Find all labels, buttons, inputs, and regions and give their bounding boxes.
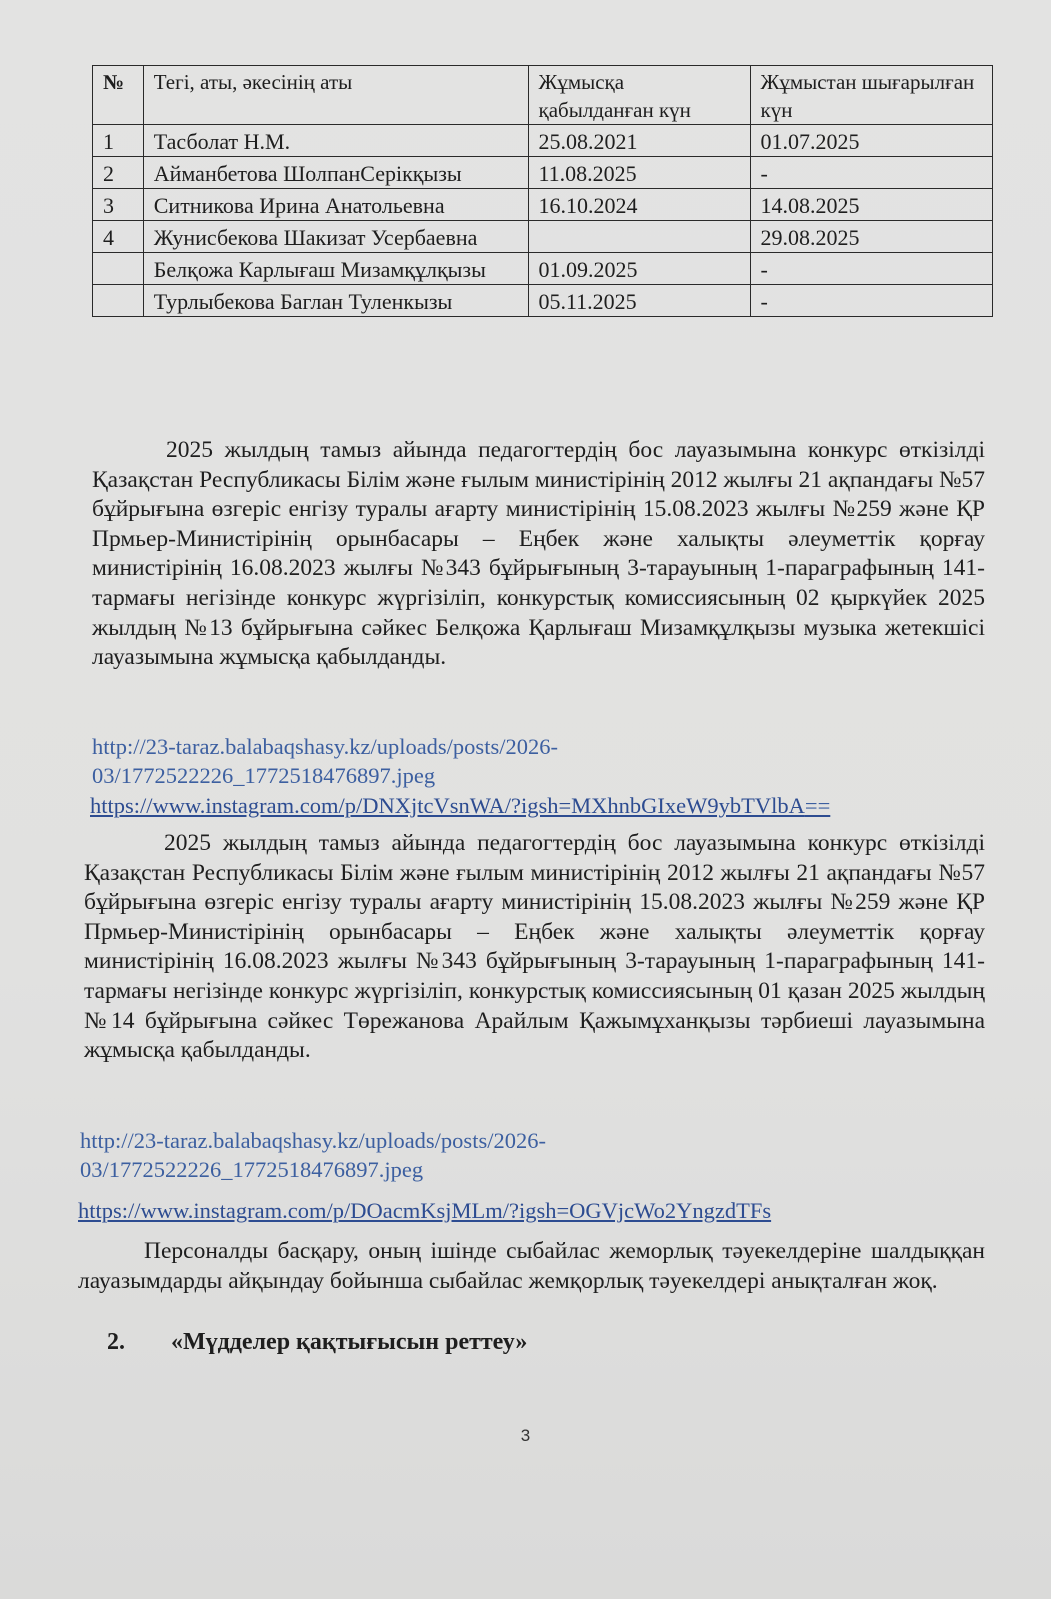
cell-name: Жунисбекова Шакизат Усербаевна [143,221,528,253]
cell-hire-date [528,221,750,253]
cell-name: Белқожа Карлығаш Мизамқұлқызы [143,253,528,285]
header-number: № [93,66,144,125]
instagram-link-1[interactable] [90,791,830,820]
section-title: «Мүдделер қақтығысын реттеу» [171,1329,528,1355]
cell-number [93,285,144,317]
site-link-1-line2[interactable]: 03/1772522226_1772518476897.jpeg [92,763,436,788]
paragraph-corruption-risks: Персоналды басқару, оның ішінде сыбайлас жеморлық тәуекелдеріне шалдыққан лауазымдарды айқындау бойынша сыбайлас жемқорлық тәуекелдері анықталған жоқ. [78,1238,985,1294]
cell-number [93,253,144,285]
table-header-row [93,66,993,125]
cell-hire-date: 16.10.2024 [528,189,750,221]
section-heading [107,1329,527,1356]
cell-name: Ситникова Ирина Анатольевна [143,189,528,221]
cell-name: Тасболат Н.М. [143,125,528,157]
cell-dismissal-date: - [750,157,993,189]
staff-table [92,65,993,317]
cell-number: 4 [93,221,144,253]
site-link-1-line1[interactable]: http://23-taraz.balabaqshasy.kz/uploads/posts/2026- [92,734,558,759]
instagram-link-1-url[interactable]: https://www.instagram.com/p/DNXjtcVsnWA/?igsh=MXhnbGIxeW9ybTVlbA [90,793,805,818]
instagram-link-2[interactable]: https://www.instagram.com/p/DOacmKsjMLm/?igsh=OGVjcWo2YngzdTFs [78,1198,772,1223]
table-row [93,253,993,285]
table-row [93,221,993,253]
cell-dismissal-date: - [750,253,993,285]
cell-number: 3 [93,189,144,221]
cell-hire-date: 01.09.2025 [528,253,750,285]
paragraph-hiring-music-director: 2025 жылдың тамыз айында педагогтердің бос лауазымына конкурс өткізілді Қазақстан Республикасы Білім және ғылым министірінің 2012 жылғы 21 ақпандағы №57 бұйрығына өзгеріс енгізу туралы ағарту министірінің 15.08.2023 жылғы №259 және ҚР Прмьер-Министірінің орынбасары – Еңбек және халықты әлеуметтік қорғау министірінің 16.08.2023 жылғы №343 бұйрығының 3-тарауының 1-параграфының 141-тармағы негізінде конкурс жүргізіліп, конкурстық комиссиясының 02 қыркүйек 2025 жылдың №13 бұйрығына сәйкес Белқожа Қарлығаш Мизамқұлқызы музыка жетекшісі лауазымына жұмысқа қабылданды. [92,437,985,671]
cell-number: 2 [93,157,144,189]
page-number: 3 [520,1426,531,1445]
cell-dismissal-date: 01.07.2025 [750,125,993,157]
cell-dismissal-date: - [750,285,993,317]
cell-hire-date: 11.08.2025 [528,157,750,189]
cell-name: Айманбетова ШолпанСерікқызы [143,157,528,189]
table-row [93,189,993,221]
header-full-name: Тегі, аты, әкесінің аты [143,66,528,125]
cell-dismissal-date: 29.08.2025 [750,221,993,253]
site-link-2-line2[interactable]: 03/1772522226_1772518476897.jpeg [80,1157,424,1182]
table-row [93,285,993,317]
cell-dismissal-date: 14.08.2025 [750,189,993,221]
site-link-2-line1[interactable]: http://23-taraz.balabaqshasy.kz/uploads/posts/2026- [80,1128,546,1153]
section-number: 2. [107,1329,125,1355]
table-row [93,125,993,157]
cell-number: 1 [93,125,144,157]
instagram-link-1-tail: == [804,793,831,818]
cell-name: Турлыбекова Баглан Туленкызы [143,285,528,317]
header-hire-date: Жұмысқа қабылданған күн [528,66,750,125]
cell-hire-date: 05.11.2025 [528,285,750,317]
cell-hire-date: 25.08.2021 [528,125,750,157]
header-dismissal-date: Жұмыстан шығарылған күн [750,66,993,125]
table-row [93,157,993,189]
paragraph-hiring-educator: 2025 жылдың тамыз айында педагогтердің бос лауазымына конкурс өткізілді Қазақстан Республикасы Білім және ғылым министірінің 2012 жылғы 21 ақпандағы №57 бұйрығына өзгеріс енгізу туралы ағарту министірінің 15.08.2023 жылғы №259 және ҚР Прмьер-Министірінің орынбасары – Еңбек және халықты әлеуметтік қорғау министірінің 16.08.2023 жылғы №343 бұйрығының 3-тарауының 1-параграфының 141-тармағы негізінде конкурс жүргізіліп, конкурстық комиссиясының 01 қазан 2025 жылдың №14 бұйрығына сәйкес Төрежанова Арайлым Қажымұханқызы тәрбиеші лауазымына жұмысқа қабылданды. [84,830,985,1064]
